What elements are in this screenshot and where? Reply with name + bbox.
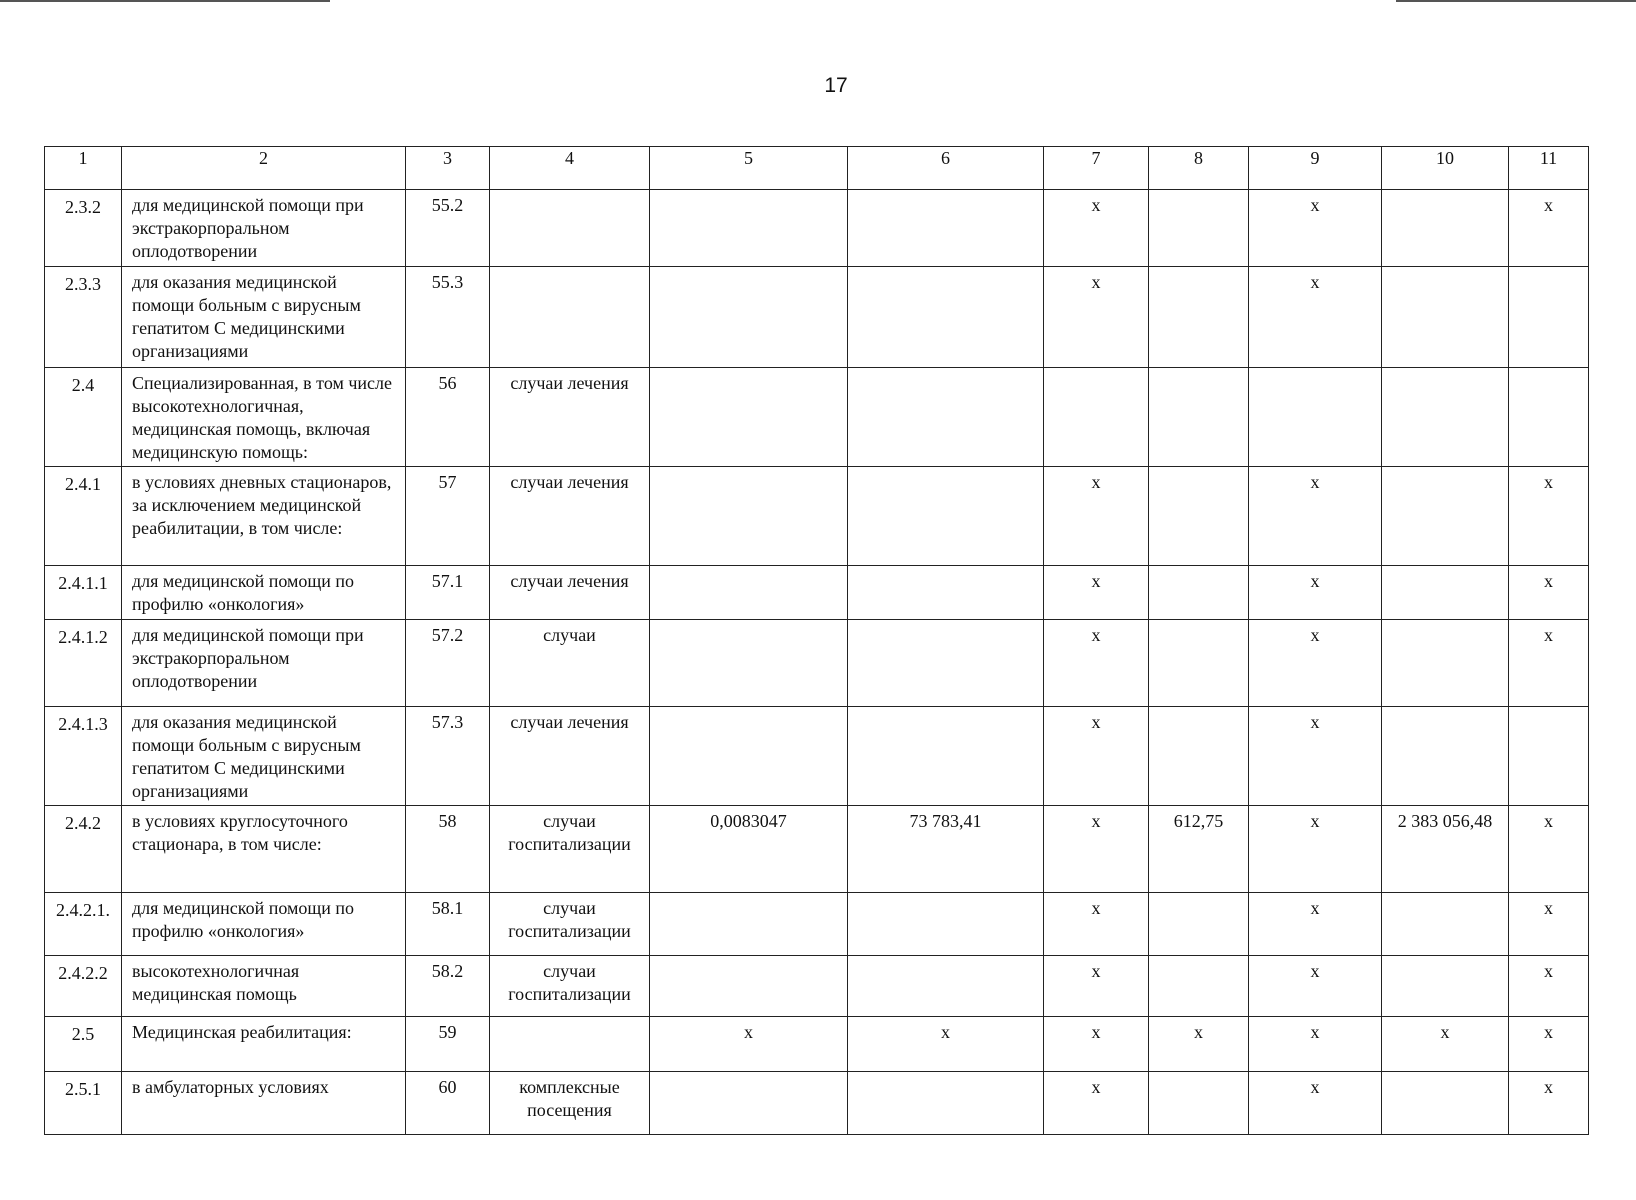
table-row: [45, 190, 1589, 267]
cell-col-10: [1382, 190, 1509, 267]
cell-col-6: [848, 620, 1044, 707]
cell-col-11: x: [1509, 806, 1589, 893]
cell-col-11: x: [1509, 956, 1589, 1017]
cell-col-8: [1149, 956, 1249, 1017]
row-name: для оказания медицинской помощи больным с вирусным гепатитом С медицинскими организациями: [122, 707, 406, 806]
table-row: [45, 620, 1589, 707]
row-code: 58.2: [406, 956, 490, 1017]
cell-col-6: [848, 467, 1044, 566]
row-number: 2.4: [45, 368, 122, 467]
cell-col-9: x: [1249, 956, 1382, 1017]
row-unit: [490, 267, 650, 368]
cell-col-10: [1382, 368, 1509, 467]
cell-col-8: [1149, 620, 1249, 707]
row-unit: случаи госпитализации: [490, 893, 650, 956]
row-number: 2.3.3: [45, 267, 122, 368]
cell-col-6: [848, 267, 1044, 368]
row-number: 2.4.1: [45, 467, 122, 566]
cell-col-7: x: [1044, 190, 1149, 267]
top-rule-left: [0, 0, 330, 2]
row-name: для медицинской помощи по профилю «онкология»: [122, 566, 406, 620]
cell-col-10: [1382, 707, 1509, 806]
cell-col-9: x: [1249, 893, 1382, 956]
cell-col-7: x: [1044, 620, 1149, 707]
row-number: 2.3.2: [45, 190, 122, 267]
table-row: [45, 893, 1589, 956]
cell-col-8: [1149, 190, 1249, 267]
row-unit: случаи госпитализации: [490, 806, 650, 893]
row-unit: [490, 190, 650, 267]
cell-col-11: [1509, 707, 1589, 806]
cell-col-8: x: [1149, 1017, 1249, 1072]
row-number: 2.4.2.1.: [45, 893, 122, 956]
cell-col-8: [1149, 893, 1249, 956]
cell-col-9: x: [1249, 1072, 1382, 1135]
cell-col-5: [650, 1072, 848, 1135]
row-code: 56: [406, 368, 490, 467]
cell-col-7: x: [1044, 893, 1149, 956]
column-header-8: 8: [1149, 147, 1249, 190]
cell-col-11: x: [1509, 190, 1589, 267]
cell-col-8: [1149, 707, 1249, 806]
page-number: 17: [824, 74, 848, 97]
row-unit: случаи госпитализации: [490, 956, 650, 1017]
cell-col-8: [1149, 1072, 1249, 1135]
cell-col-9: x: [1249, 566, 1382, 620]
column-header-7: 7: [1044, 147, 1149, 190]
cell-col-6: [848, 707, 1044, 806]
column-header-1: 1: [45, 147, 122, 190]
cell-col-8: [1149, 267, 1249, 368]
row-number: 2.5: [45, 1017, 122, 1072]
cell-col-5: x: [650, 1017, 848, 1072]
cell-col-5: [650, 620, 848, 707]
cell-col-9: x: [1249, 620, 1382, 707]
row-unit: случаи: [490, 620, 650, 707]
table-header-row: [45, 147, 1589, 190]
cell-col-10: [1382, 620, 1509, 707]
cell-col-11: x: [1509, 1017, 1589, 1072]
table-body: [45, 147, 1589, 1135]
cell-col-10: [1382, 267, 1509, 368]
cell-col-6: x: [848, 1017, 1044, 1072]
row-name: Медицинская реабилитация:: [122, 1017, 406, 1072]
cell-col-5: 0,0083047: [650, 806, 848, 893]
table-row: [45, 467, 1589, 566]
table-row: [45, 566, 1589, 620]
cell-col-6: [848, 368, 1044, 467]
row-unit: [490, 1017, 650, 1072]
row-unit: случаи лечения: [490, 368, 650, 467]
column-header-11: 11: [1509, 147, 1589, 190]
table-row: [45, 806, 1589, 893]
cell-col-5: [650, 893, 848, 956]
row-code: 55.3: [406, 267, 490, 368]
cell-col-6: [848, 1072, 1044, 1135]
cell-col-10: 2 383 056,48: [1382, 806, 1509, 893]
row-unit: случаи лечения: [490, 707, 650, 806]
row-code: 57.1: [406, 566, 490, 620]
row-unit: комплексные посещения: [490, 1072, 650, 1135]
cell-col-7: x: [1044, 1072, 1149, 1135]
cell-col-9: [1249, 368, 1382, 467]
cell-col-9: x: [1249, 190, 1382, 267]
cell-col-10: x: [1382, 1017, 1509, 1072]
cell-col-11: [1509, 368, 1589, 467]
row-name: для медицинской помощи при экстракорпоральном оплодотворении: [122, 620, 406, 707]
row-code: 58.1: [406, 893, 490, 956]
cell-col-7: x: [1044, 467, 1149, 566]
row-name: в амбулаторных условиях: [122, 1072, 406, 1135]
cell-col-9: x: [1249, 1017, 1382, 1072]
table-row: [45, 956, 1589, 1017]
cell-col-8: [1149, 467, 1249, 566]
cell-col-11: x: [1509, 566, 1589, 620]
row-number: 2.4.1.3: [45, 707, 122, 806]
cell-col-7: x: [1044, 267, 1149, 368]
cell-col-6: [848, 956, 1044, 1017]
cell-col-5: [650, 467, 848, 566]
row-name: для медицинской помощи при экстракорпоральном оплодотворении: [122, 190, 406, 267]
cell-col-8: [1149, 368, 1249, 467]
cell-col-7: x: [1044, 566, 1149, 620]
row-name: для оказания медицинской помощи больным с вирусным гепатитом С медицинскими организациями: [122, 267, 406, 368]
cell-col-9: x: [1249, 467, 1382, 566]
cell-col-7: x: [1044, 806, 1149, 893]
cell-col-6: 73 783,41: [848, 806, 1044, 893]
cell-col-6: [848, 566, 1044, 620]
column-header-2: 2: [122, 147, 406, 190]
row-code: 60: [406, 1072, 490, 1135]
cell-col-5: [650, 190, 848, 267]
row-code: 58: [406, 806, 490, 893]
row-number: 2.4.2.2: [45, 956, 122, 1017]
column-header-4: 4: [490, 147, 650, 190]
row-number: 2.4.2: [45, 806, 122, 893]
row-number: 2.5.1: [45, 1072, 122, 1135]
column-header-5: 5: [650, 147, 848, 190]
row-code: 59: [406, 1017, 490, 1072]
cell-col-11: x: [1509, 1072, 1589, 1135]
column-header-9: 9: [1249, 147, 1382, 190]
cell-col-7: x: [1044, 956, 1149, 1017]
cell-col-8: 612,75: [1149, 806, 1249, 893]
cell-col-10: [1382, 893, 1509, 956]
cell-col-10: [1382, 467, 1509, 566]
cell-col-9: x: [1249, 806, 1382, 893]
table-row: [45, 1017, 1589, 1072]
cell-col-8: [1149, 566, 1249, 620]
cell-col-6: [848, 190, 1044, 267]
row-unit: случаи лечения: [490, 566, 650, 620]
cell-col-10: [1382, 956, 1509, 1017]
column-header-6: 6: [848, 147, 1044, 190]
row-name: в условиях круглосуточного стационара, в том числе:: [122, 806, 406, 893]
row-unit: случаи лечения: [490, 467, 650, 566]
cell-col-5: [650, 956, 848, 1017]
cell-col-11: [1509, 267, 1589, 368]
row-name: высокотехнологичная медицинская помощь: [122, 956, 406, 1017]
row-name: для медицинской помощи по профилю «онкология»: [122, 893, 406, 956]
row-name: в условиях дневных стационаров, за исключением медицинской реабилитации, в том числе:: [122, 467, 406, 566]
table-row: [45, 707, 1589, 806]
cell-col-10: [1382, 566, 1509, 620]
cell-col-5: [650, 368, 848, 467]
cell-col-11: x: [1509, 467, 1589, 566]
cell-col-9: x: [1249, 267, 1382, 368]
cell-col-5: [650, 707, 848, 806]
row-code: 55.2: [406, 190, 490, 267]
row-number: 2.4.1.1: [45, 566, 122, 620]
top-rule-right: [1396, 0, 1636, 2]
row-number: 2.4.1.2: [45, 620, 122, 707]
cell-col-9: x: [1249, 707, 1382, 806]
cell-col-7: [1044, 368, 1149, 467]
cell-col-6: [848, 893, 1044, 956]
table-row: [45, 368, 1589, 467]
cell-col-5: [650, 267, 848, 368]
row-code: 57.3: [406, 707, 490, 806]
data-table: [44, 146, 1589, 1135]
column-header-10: 10: [1382, 147, 1509, 190]
cell-col-7: x: [1044, 707, 1149, 806]
cell-col-11: x: [1509, 893, 1589, 956]
cell-col-11: x: [1509, 620, 1589, 707]
column-header-3: 3: [406, 147, 490, 190]
cell-col-5: [650, 566, 848, 620]
cell-col-10: [1382, 1072, 1509, 1135]
table-row: [45, 267, 1589, 368]
row-code: 57: [406, 467, 490, 566]
cell-col-7: x: [1044, 1017, 1149, 1072]
row-code: 57.2: [406, 620, 490, 707]
row-name: Специализированная, в том числе высокотехнологичная, медицинская помощь, включая медицинскую помощь:: [122, 368, 406, 467]
table-row: [45, 1072, 1589, 1135]
